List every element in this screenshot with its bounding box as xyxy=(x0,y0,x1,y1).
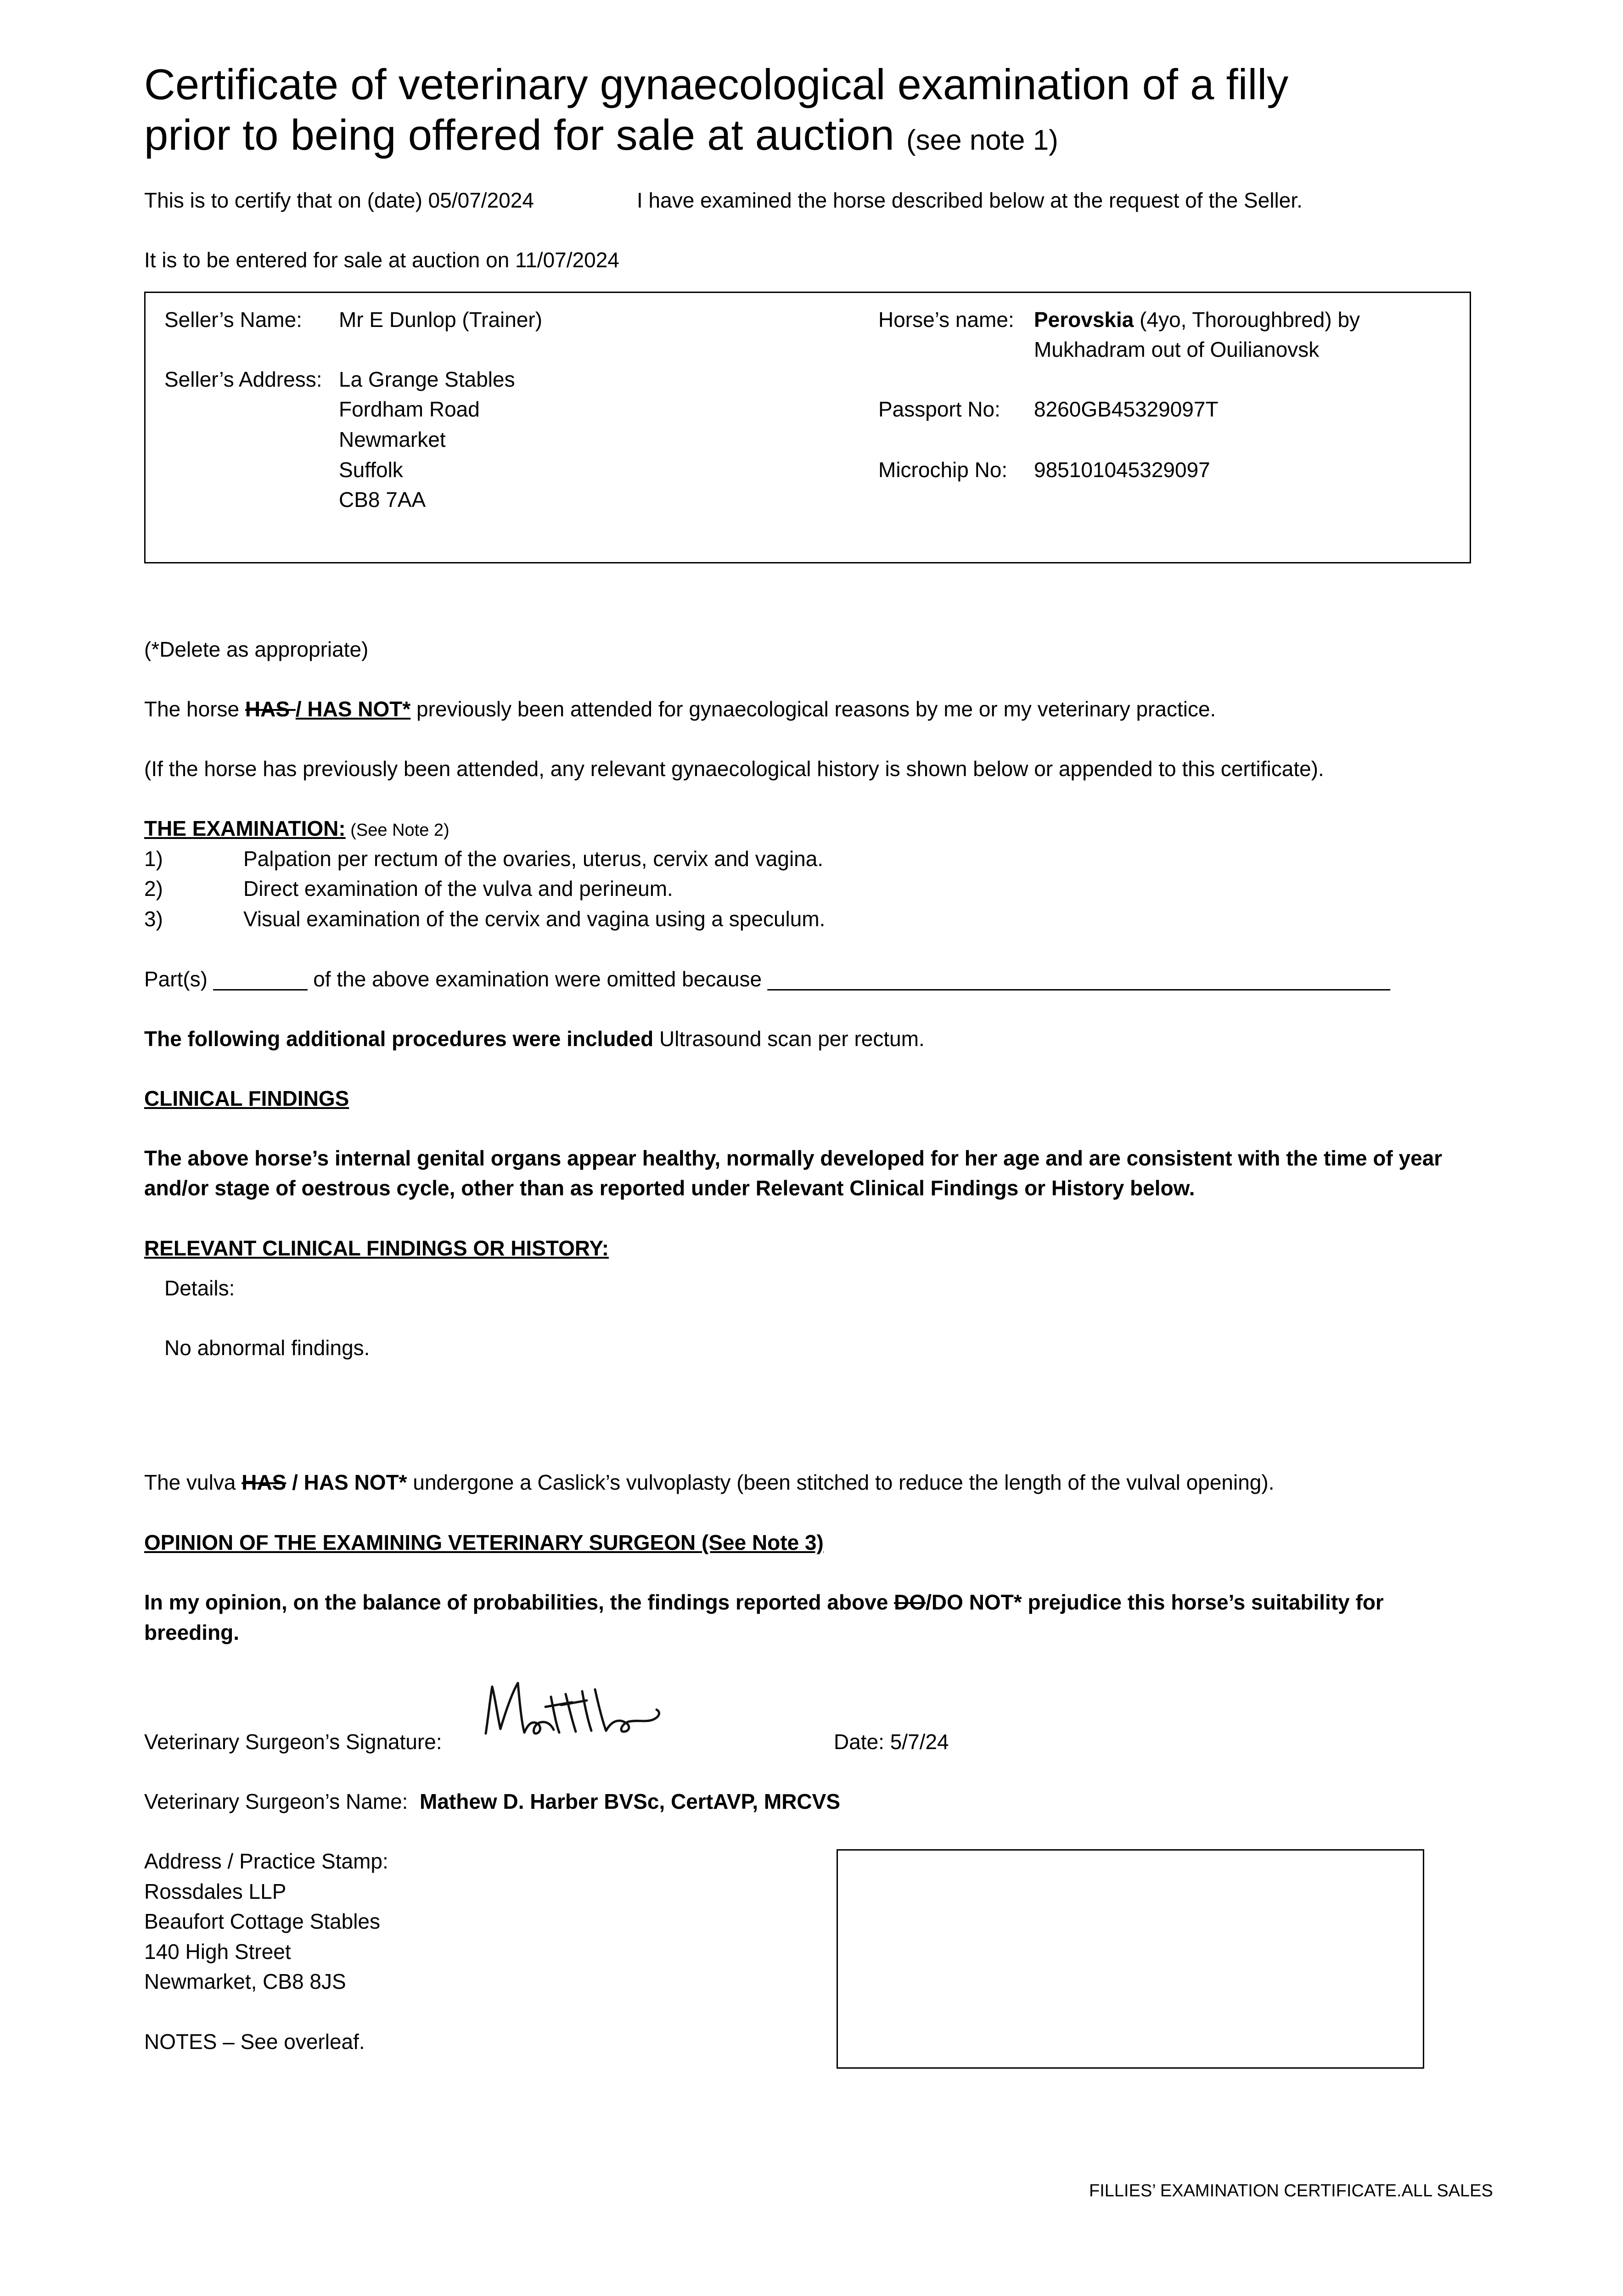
handwritten-signature xyxy=(482,1678,666,1747)
microchip-label: Microchip No: xyxy=(878,458,1008,482)
surgeon-name-label: Veterinary Surgeon’s Name: xyxy=(144,1790,408,1813)
horse-name-bold: Perovskia xyxy=(1034,308,1134,332)
certificate-title-line2 xyxy=(144,109,1058,166)
examination-heading-note: (See Note 2) xyxy=(345,821,449,840)
vulva-chosen: / HAS NOT* xyxy=(286,1470,407,1494)
additional-procedures-line xyxy=(144,1026,925,1052)
examination-item-number: 1) xyxy=(144,847,163,871)
clinical-statement-line2: and/or stage of oestrous cycle, other than as reported under Relevant Clinical Findings or History below. xyxy=(144,1176,1195,1200)
practice-stamp-label: Address / Practice Stamp: xyxy=(144,1849,388,1873)
additional-procedures-value: Ultrasound scan per rectum. xyxy=(653,1027,925,1051)
vulva-struck: HAS xyxy=(241,1470,286,1494)
omitted-parts-line: Part(s) ________ of the above examination were omitted because _____________________________________________________ xyxy=(144,967,1390,991)
opinion-prefix: In my opinion, on the balance of probabilities, the findings reported above xyxy=(144,1590,894,1614)
opinion-line2: breeding. xyxy=(144,1621,240,1644)
examination-heading-text: THE EXAMINATION: xyxy=(144,816,346,840)
examination-item-number: 2) xyxy=(144,877,163,900)
opinion-line1 xyxy=(144,1589,1384,1615)
passport-value: 8260GB45329097T xyxy=(1034,397,1219,421)
certificate-title-main: prior to being offered for sale at auction xyxy=(144,111,894,159)
signature-label: Veterinary Surgeon’s Signature: xyxy=(144,1730,442,1754)
auction-date-line: It is to be entered for sale at auction on 11/07/2024 xyxy=(144,248,619,272)
seller-address-line: La Grange Stables xyxy=(339,367,515,391)
surgeon-name-line xyxy=(144,1789,840,1814)
opinion-heading: OPINION OF THE EXAMINING VETERINARY SURGEON (See Note 3) xyxy=(144,1531,824,1554)
practice-address-line: Beaufort Cottage Stables xyxy=(144,1909,380,1933)
practice-address-line: Rossdales LLP xyxy=(144,1880,286,1903)
seller-name-label: Seller’s Name: xyxy=(164,308,302,332)
microchip-value: 985101045329097 xyxy=(1034,458,1210,482)
seller-name-value: Mr E Dunlop (Trainer) xyxy=(339,308,543,332)
seller-address-line: CB8 7AA xyxy=(339,488,426,512)
surgeon-name-value: Mathew D. Harber BVSc, CertAVP, MRCVS xyxy=(420,1790,841,1813)
seller-address-line: Suffolk xyxy=(339,458,403,482)
clinical-findings-heading: CLINICAL FINDINGS xyxy=(144,1086,349,1110)
practice-address-line: Newmarket, CB8 8JS xyxy=(144,1970,346,1993)
relevant-findings-heading: RELEVANT CLINICAL FINDINGS OR HISTORY: xyxy=(144,1236,609,1260)
details-value: No abnormal findings. xyxy=(164,1336,370,1360)
certify-request-line: I have examined the horse described below at the request of the Seller. xyxy=(637,188,1303,212)
attended-suffix: previously been attended for gynaecological reasons by me or my veterinary practice. xyxy=(410,697,1216,721)
certify-date-line: This is to certify that on (date) 05/07/2024 xyxy=(144,188,534,212)
horse-name-label: Horse’s name: xyxy=(878,308,1014,332)
seller-address-line: Newmarket xyxy=(339,428,446,451)
certificate-title-note: (see note 1) xyxy=(906,124,1058,156)
attended-line xyxy=(144,696,1216,722)
examination-heading xyxy=(144,816,449,843)
seller-address-line: Fordham Road xyxy=(339,397,480,421)
footer-label: FILLIES’ EXAMINATION CERTIFICATE.ALL SALES xyxy=(1089,2181,1493,2200)
horse-name-value xyxy=(1034,307,1360,332)
passport-label: Passport No: xyxy=(878,397,1000,421)
additional-procedures-label: The following additional procedures were included xyxy=(144,1027,654,1051)
attended-chosen: / HAS NOT* xyxy=(295,697,411,721)
attended-struck: HAS xyxy=(245,697,296,721)
opinion-struck: DO xyxy=(894,1590,926,1614)
vulva-suffix: undergone a Caslick’s vulvoplasty (been stitched to reduce the length of the vulval opening). xyxy=(407,1470,1275,1494)
attended-prefix: The horse xyxy=(144,697,245,721)
opinion-suffix: /DO NOT* prejudice this horse’s suitability for xyxy=(926,1590,1384,1614)
examination-item-text: Direct examination of the vulva and perineum. xyxy=(243,877,673,900)
practice-address-line: 140 High Street xyxy=(144,1940,291,1964)
examination-item-text: Visual examination of the cervix and vagina using a speculum. xyxy=(243,907,826,931)
seller-address-label: Seller’s Address: xyxy=(164,367,322,391)
practice-stamp-box xyxy=(837,1849,1424,2069)
clinical-statement-line1: The above horse’s internal genital organs appear healthy, normally developed for her age and are consistent with the time of year xyxy=(144,1146,1443,1170)
notes-line: NOTES – See overleaf. xyxy=(144,2030,365,2054)
details-label: Details: xyxy=(164,1276,235,1300)
delete-note: (*Delete as appropriate) xyxy=(144,637,369,661)
examination-item-number: 3) xyxy=(144,907,163,931)
horse-breeding-line: Mukhadram out of Ouilianovsk xyxy=(1034,338,1320,361)
vulva-line xyxy=(144,1469,1274,1495)
history-note: (If the horse has previously been attended, any relevant gynaecological history is shown below or appended to this certificate). xyxy=(144,757,1324,781)
certificate-title-line1: Certificate of veterinary gynaecological examination of a filly xyxy=(144,60,1289,108)
horse-name-details: (4yo, Thoroughbred) by xyxy=(1134,308,1360,332)
vulva-prefix: The vulva xyxy=(144,1470,242,1494)
examination-item-text: Palpation per rectum of the ovaries, uterus, cervix and vagina. xyxy=(243,847,824,871)
signature-date: Date: 5/7/24 xyxy=(834,1730,949,1754)
